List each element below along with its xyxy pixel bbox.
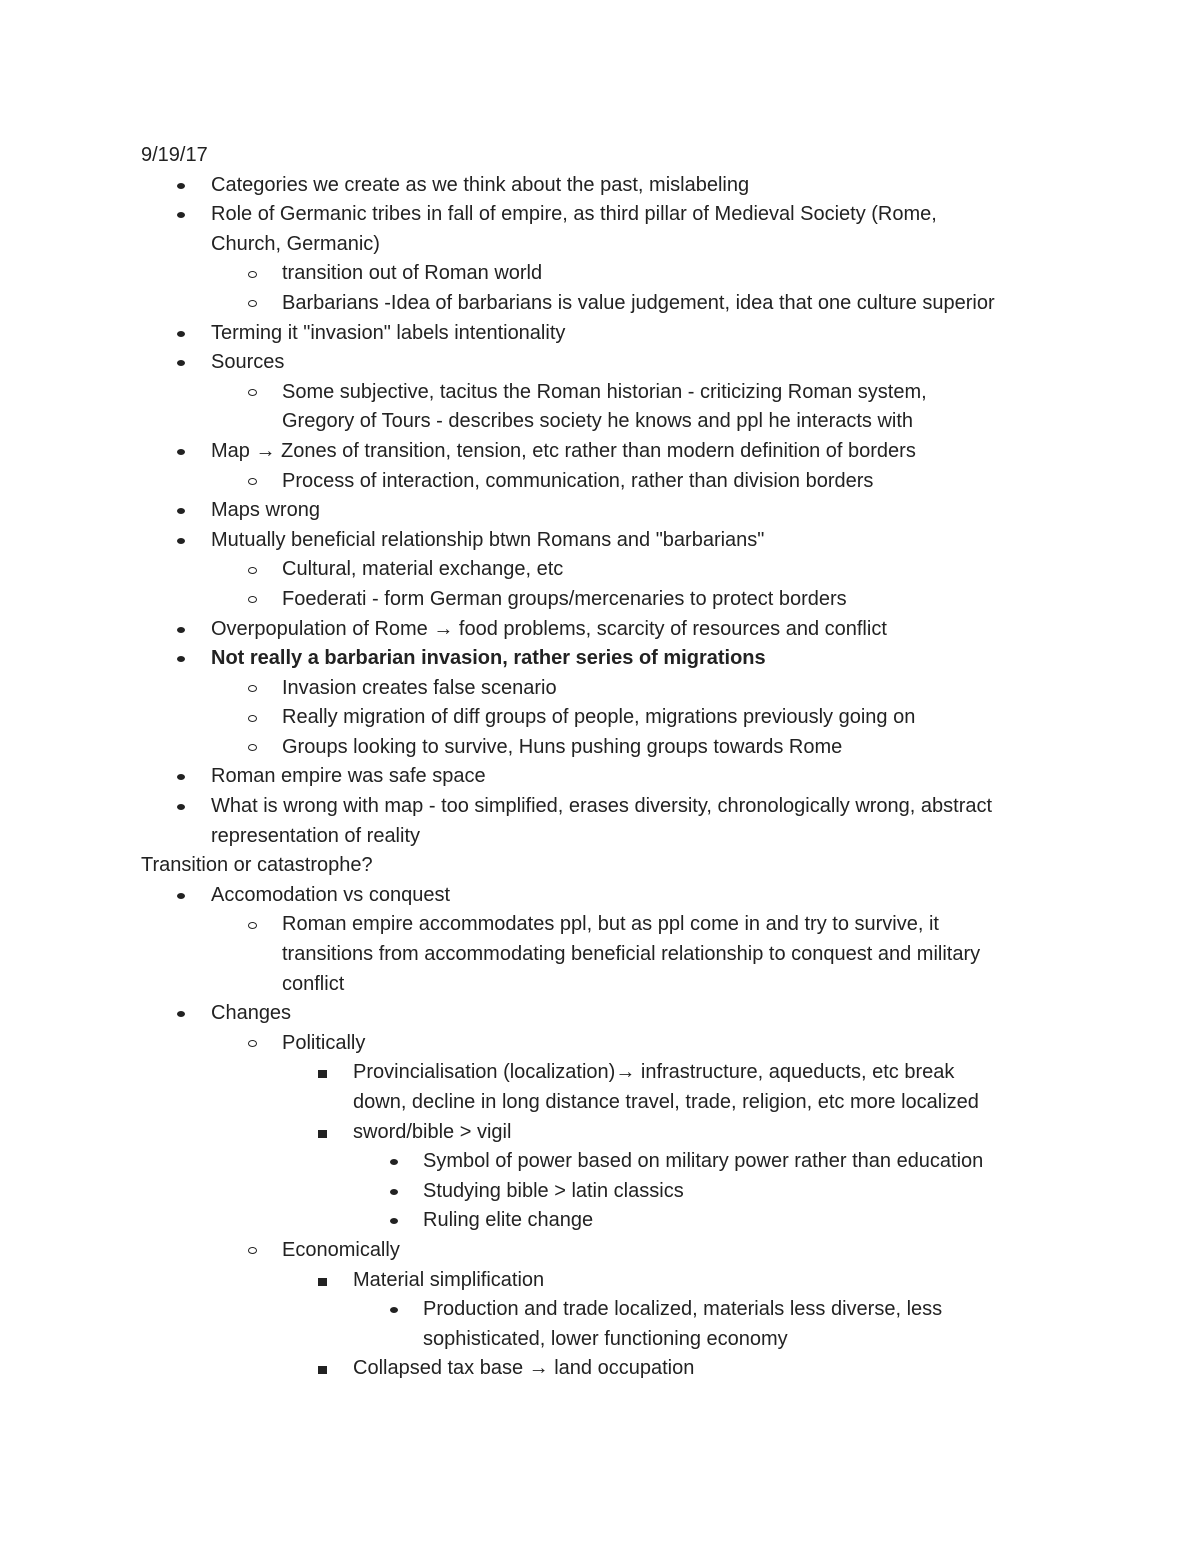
document-page xyxy=(0,141,1200,1384)
disc-bullet-icon xyxy=(177,656,185,662)
line-text: Cultural, material exchange, etc xyxy=(282,558,564,581)
circle-bullet-icon xyxy=(248,744,257,751)
line-text: Transition or catastrophe? xyxy=(141,854,373,877)
line-text: Economically xyxy=(282,1238,400,1261)
line-text: Ruling elite change xyxy=(423,1209,594,1232)
list-item xyxy=(0,230,1200,260)
list-item xyxy=(0,1206,1200,1236)
line-text: Production and trade localized, materials less diverse, less xyxy=(423,1298,943,1321)
line-text: Groups looking to survive, Huns pushing groups towards Rome xyxy=(282,735,843,758)
list-item xyxy=(0,259,1200,289)
line-text: Collapsed tax base → land occupation xyxy=(353,1357,695,1380)
heading-line xyxy=(0,141,1200,171)
line-text: transitions from accommodating beneficial relationship to conquest and military xyxy=(282,943,981,966)
line-text: Role of Germanic tribes in fall of empire, as third pillar of Medieval Society (Rome, xyxy=(211,203,937,226)
disc-bullet-icon xyxy=(177,774,185,780)
list-item xyxy=(0,792,1200,822)
square-bullet-icon xyxy=(318,1366,327,1374)
list-item xyxy=(0,1236,1200,1266)
line-text: Mutually beneficial relationship btwn Romans and "barbarians" xyxy=(211,528,765,551)
line-text: Politically xyxy=(282,1031,366,1054)
list-item xyxy=(0,1354,1200,1384)
line-text: Map → Zones of transition, tension, etc rather than modern definition of borders xyxy=(211,439,916,462)
list-item xyxy=(0,496,1200,526)
list-item xyxy=(0,1147,1200,1177)
list-item xyxy=(0,1295,1200,1325)
disc-bullet-icon xyxy=(177,1011,185,1017)
circle-bullet-icon xyxy=(248,478,257,485)
line-text: Overpopulation of Rome → food problems, scarcity of resources and conflict xyxy=(211,617,887,640)
line-text: Symbol of power based on military power rather than education xyxy=(423,1150,984,1173)
circle-bullet-icon xyxy=(248,567,257,574)
disc-bullet-icon xyxy=(390,1159,398,1165)
list-item xyxy=(0,674,1200,704)
line-text: representation of reality xyxy=(211,824,421,847)
disc-bullet-icon xyxy=(177,627,185,633)
list-item xyxy=(0,378,1200,408)
disc-bullet-icon xyxy=(177,360,185,366)
disc-bullet-icon xyxy=(177,893,185,899)
circle-bullet-icon xyxy=(248,1040,257,1047)
square-bullet-icon xyxy=(318,1070,327,1078)
line-text: Roman empire accommodates ppl, but as ppl come in and try to survive, it xyxy=(282,913,939,936)
list-item xyxy=(0,319,1200,349)
line-text: Some subjective, tacitus the Roman historian - criticizing Roman system, xyxy=(282,380,927,403)
line-text: down, decline in long distance travel, trade, religion, etc more localized xyxy=(353,1091,979,1113)
line-text: Not really a barbarian invasion, rather series of migrations xyxy=(211,647,766,670)
disc-bullet-icon xyxy=(390,1218,398,1224)
square-bullet-icon xyxy=(318,1278,327,1286)
line-text: Process of interaction, communication, rather than division borders xyxy=(282,469,874,492)
list-item xyxy=(0,1029,1200,1059)
line-text: Maps wrong xyxy=(211,499,320,522)
line-text: sophisticated, lower functioning economy xyxy=(423,1327,788,1350)
line-text: Accomodation vs conquest xyxy=(211,883,451,906)
list-item xyxy=(0,407,1200,437)
heading-line xyxy=(0,851,1200,881)
list-item xyxy=(0,1118,1200,1148)
list-item xyxy=(0,526,1200,556)
disc-bullet-icon xyxy=(177,183,185,189)
list-item xyxy=(0,200,1200,230)
line-text: Changes xyxy=(211,1002,292,1025)
line-text: Studying bible > latin classics xyxy=(423,1179,684,1202)
line-text: Barbarians -Idea of barbarians is value judgement, idea that one culture superior xyxy=(282,291,995,314)
circle-bullet-icon xyxy=(248,300,257,307)
list-item xyxy=(0,1266,1200,1296)
circle-bullet-icon xyxy=(248,389,257,396)
disc-bullet-icon xyxy=(177,538,185,544)
disc-bullet-icon xyxy=(177,804,185,810)
list-item xyxy=(0,940,1200,970)
list-item xyxy=(0,585,1200,615)
disc-bullet-icon xyxy=(177,449,185,455)
list-item xyxy=(0,615,1200,645)
list-item xyxy=(0,999,1200,1029)
line-text: Provincialisation (localization)→ infrastructure, aqueducts, etc break xyxy=(353,1061,955,1084)
list-item xyxy=(0,644,1200,674)
list-item xyxy=(0,822,1200,852)
list-item xyxy=(0,467,1200,497)
line-text: Gregory of Tours - describes society he knows and ppl he interacts with xyxy=(282,410,914,433)
line-text: Sources xyxy=(211,351,285,374)
disc-bullet-icon xyxy=(177,212,185,218)
list-item xyxy=(0,437,1200,467)
circle-bullet-icon xyxy=(248,271,257,278)
disc-bullet-icon xyxy=(390,1189,398,1195)
line-text: sword/bible > vigil xyxy=(353,1120,512,1143)
list-item xyxy=(0,289,1200,319)
list-item xyxy=(0,348,1200,378)
list-item xyxy=(0,1177,1200,1207)
disc-bullet-icon xyxy=(177,331,185,337)
list-item xyxy=(0,555,1200,585)
list-item xyxy=(0,1325,1200,1355)
line-text: Terming it "invasion" labels intentionality xyxy=(211,321,566,344)
line-text: Roman empire was safe space xyxy=(211,765,486,788)
circle-bullet-icon xyxy=(248,715,257,722)
line-text: Church, Germanic) xyxy=(211,232,380,255)
circle-bullet-icon xyxy=(248,596,257,603)
list-item xyxy=(0,171,1200,201)
list-item xyxy=(0,703,1200,733)
disc-bullet-icon xyxy=(390,1307,398,1313)
circle-bullet-icon xyxy=(248,922,257,929)
line-text: 9/19/17 xyxy=(141,144,208,166)
line-text: Foederati - form German groups/mercenaries to protect borders xyxy=(282,587,847,610)
line-text: Categories we create as we think about the past, mislabeling xyxy=(211,173,750,196)
list-item xyxy=(0,1058,1200,1088)
line-text: What is wrong with map - too simplified, erases diversity, chronologically wrong, abstract xyxy=(211,795,993,818)
square-bullet-icon xyxy=(318,1130,327,1138)
list-item xyxy=(0,881,1200,911)
list-item xyxy=(0,762,1200,792)
line-text: transition out of Roman world xyxy=(282,262,543,285)
list-item xyxy=(0,970,1200,1000)
line-text: Invasion creates false scenario xyxy=(282,676,557,699)
list-item xyxy=(0,1088,1200,1118)
list-item xyxy=(0,733,1200,763)
line-text: Really migration of diff groups of people, migrations previously going on xyxy=(282,706,916,729)
line-text: Material simplification xyxy=(353,1268,545,1291)
line-text: conflict xyxy=(282,972,345,995)
disc-bullet-icon xyxy=(177,508,185,514)
circle-bullet-icon xyxy=(248,685,257,692)
list-item xyxy=(0,910,1200,940)
circle-bullet-icon xyxy=(248,1247,257,1254)
